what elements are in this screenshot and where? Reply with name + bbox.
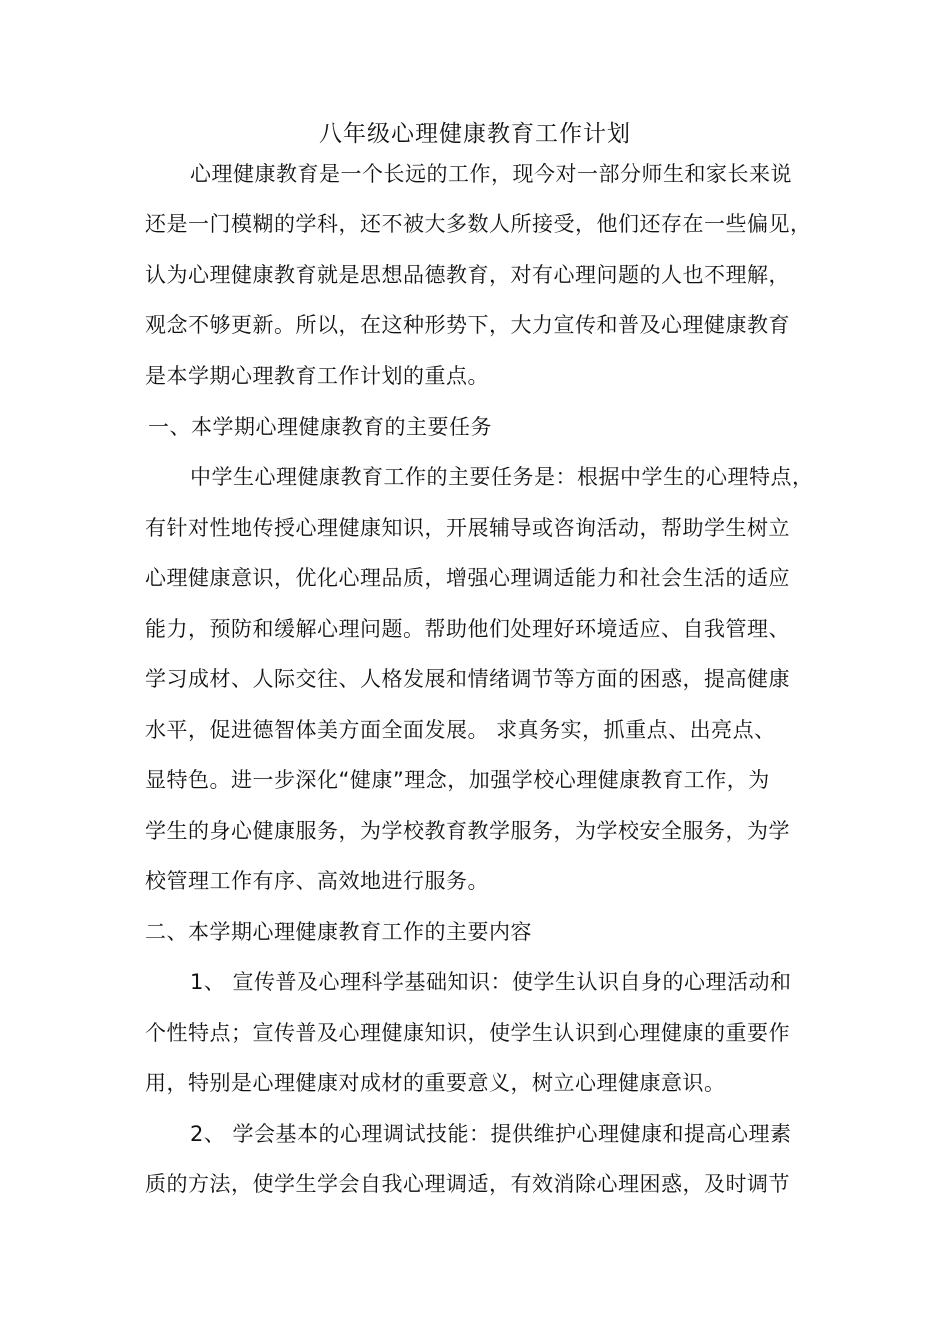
list-item-line: 2、 学会基本的心理调试技能：提供维护心理健康和提高心理素	[190, 1122, 792, 1146]
section-heading: 二、本学期心理健康教育工作的主要内容	[145, 920, 532, 944]
paragraph-line: 心理健康意识，优化心理品质，增强心理调适能力和社会生活的适应	[145, 566, 790, 590]
paragraph-line: 有针对性地传授心理健康知识，开展辅导或咨询活动，帮助学生树立	[145, 516, 790, 540]
list-item-line: 质的方法，使学生学会自我心理调适，有效消除心理困惑，及时调节	[145, 1172, 790, 1196]
list-item-line: 个性特点；宣传普及心理健康知识，使学生认识到心理健康的重要作	[145, 1021, 790, 1045]
paragraph-line: 观念不够更新。所以，在这种形势下，大力宣传和普及心理健康教育	[145, 313, 790, 337]
section-heading: 一、本学期心理健康教育的主要任务	[148, 415, 492, 439]
list-item-line: 1、 宣传普及心理科学基础知识：使学生认识自身的心理活动和	[190, 970, 792, 994]
document-title: 八年级心理健康教育工作计划	[319, 121, 631, 147]
paragraph-line: 还是一门模糊的学科，还不被大多数人所接受，他们还存在一些偏见，	[145, 212, 812, 236]
paragraph-line: 心理健康教育是一个长远的工作，现今对一部分师生和家长来说	[190, 162, 792, 186]
paragraph-line: 学生的身心健康服务，为学校教育教学服务，为学校安全服务，为学	[145, 819, 790, 843]
paragraph-line: 水平，促进德智体美方面全面发展。 求真务实，抓重点、出亮点、	[145, 718, 776, 742]
paragraph-line: 认为心理健康教育就是思想品德教育，对有心理问题的人也不理解，	[145, 263, 790, 287]
list-item-line: 用，特别是心理健康对成材的重要意义，树立心理健康意识。	[145, 1071, 726, 1095]
paragraph-line: 能力，预防和缓解心理问题。帮助他们处理好环境适应、自我管理、	[145, 617, 790, 641]
paragraph-line: 是本学期心理教育工作计划的重点。	[145, 364, 489, 388]
paragraph-line: 中学生心理健康教育工作的主要任务是：根据中学生的心理特点，	[190, 465, 814, 489]
paragraph-line: 校管理工作有序、高效地进行服务。	[145, 869, 489, 893]
paragraph-line: 学习成材、人际交往、人格发展和情绪调节等方面的困惑，提高健康	[145, 667, 790, 691]
paragraph-line: 显特色。进一步深化“健康”理念，加强学校心理健康教育工作，为	[145, 768, 770, 792]
